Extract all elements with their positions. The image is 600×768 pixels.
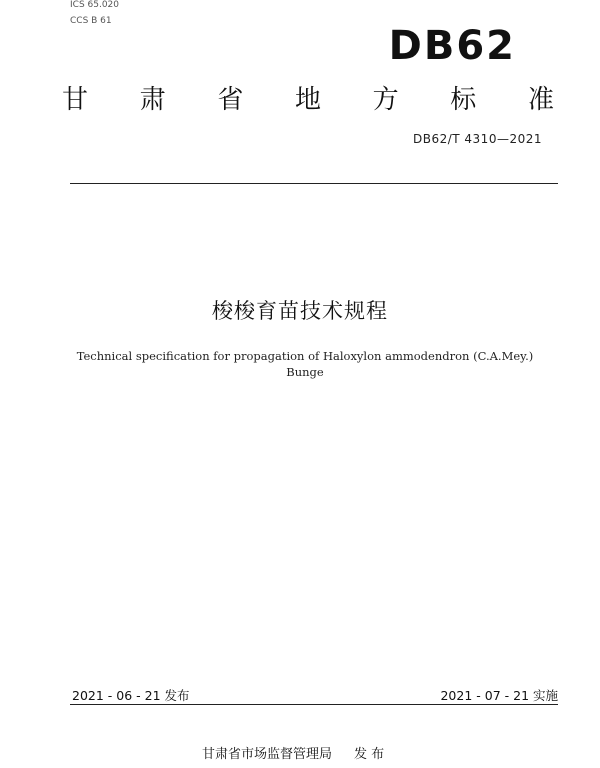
ics-code: ICS 65.020 [70,0,120,10]
standard-kind-char: 标 [450,85,477,115]
ccs-code: CCS B 61 [70,16,112,26]
standard-kind-char: 准 [527,85,554,115]
bottom-divider [70,704,558,705]
db62-logo: DB62 [388,23,516,69]
top-divider [70,183,558,184]
standard-kind [62,84,554,116]
publish-date: 2021 - 06 - 21 发布 [72,688,190,703]
standard-kind-char: 省 [217,85,244,115]
standard-number: DB62/T 4310—2021 [412,132,542,146]
publish-word: 发 布 [354,747,385,762]
chinese-title: 梭梭育苗技术规程 [212,299,388,323]
standard-kind-char: 肃 [139,85,166,115]
publisher-name: 甘肃省市场监督管理局 [202,747,333,762]
standard-kind-char: 甘 [62,85,89,115]
publisher-line [202,743,384,762]
implement-date: 2021 - 07 - 21 实施 [440,688,558,703]
english-title: Technical specification for propagation of Haloxylon ammodendron (C.A.Mey.) Bunge [76,349,534,379]
standard-kind-char: 方 [372,85,399,115]
standard-kind-char: 地 [294,85,321,115]
